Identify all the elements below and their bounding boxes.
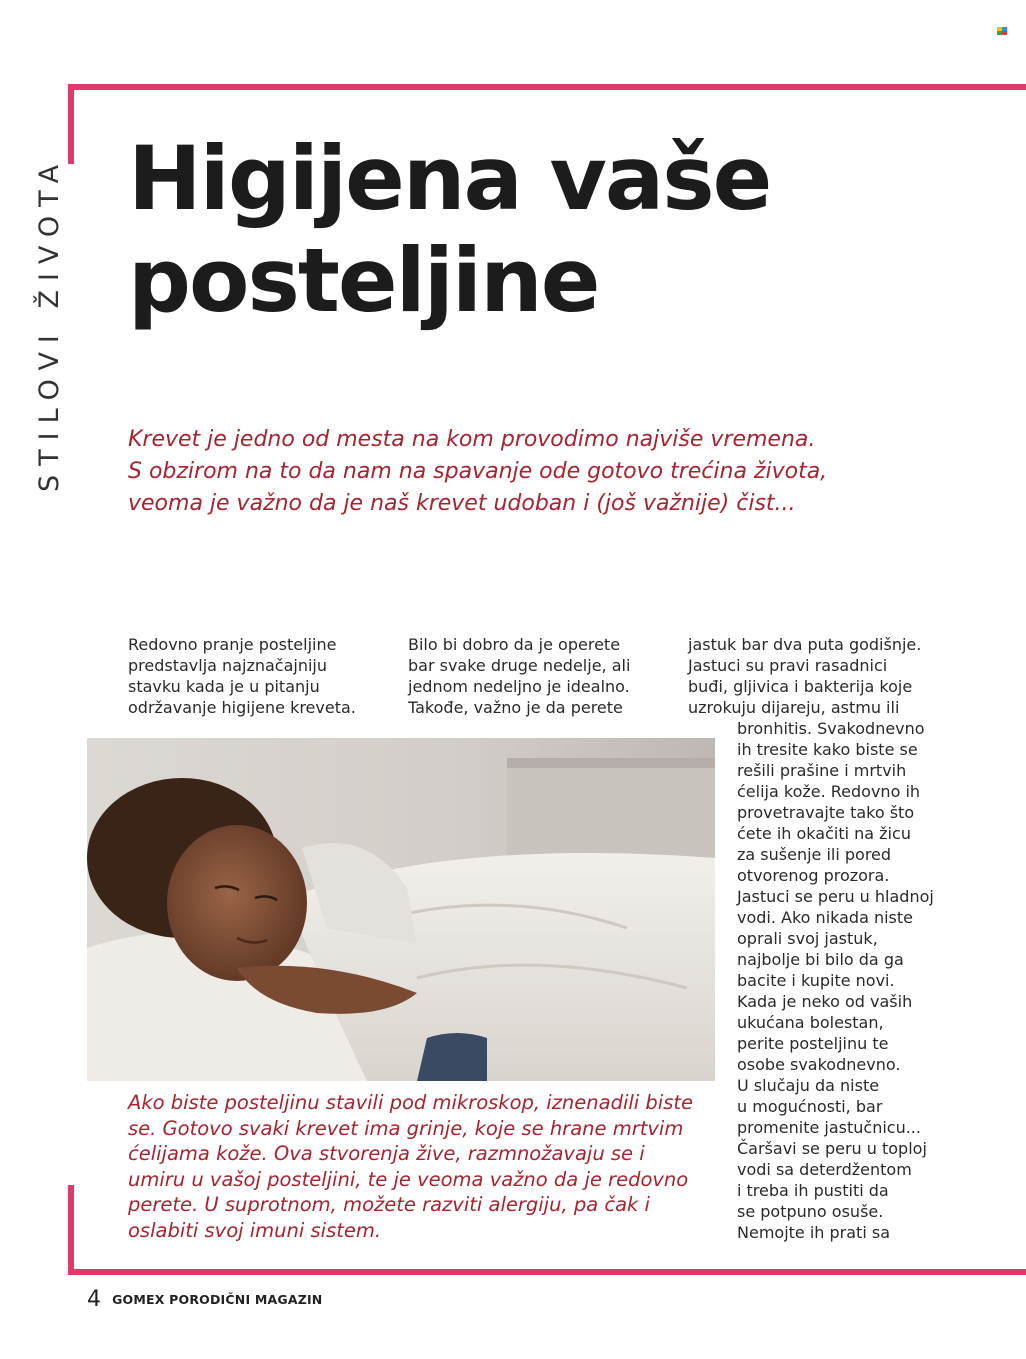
text-line: rešili prašine i mrtvih <box>737 761 907 780</box>
text-line: Jastuci su pravi rasadnici <box>688 656 888 675</box>
section-label: STILOVI ŽIVOTA <box>34 155 65 492</box>
lead-line: Krevet je jedno od mesta na kom provodimo najviše vremena. <box>128 427 816 452</box>
text-line: U slučaju da niste <box>737 1076 880 1095</box>
text-line: za sušenje ili pored <box>737 845 892 864</box>
text-line: vodi sa deterdžentom <box>737 1160 912 1179</box>
lead-line: veoma je važno da je naš krevet udoban i (još važnije) čist... <box>128 491 796 516</box>
text-line: perite posteljinu te <box>737 1034 889 1053</box>
text-line: oprali svoj jastuk, <box>737 929 878 948</box>
text-line: vodi. Ako nikada niste <box>737 908 914 927</box>
text-line: promenite jastučnicu... <box>737 1118 921 1137</box>
frame-bottom-border <box>68 1269 1026 1275</box>
magazine-name: GOMEX PORODIČNI MAGAZIN <box>112 1292 323 1307</box>
quote-line: umiru u vašoj posteljini, te je veoma važno da je redovno <box>128 1167 689 1191</box>
text-line: jastuk bar dva puta godišnje. <box>688 635 922 654</box>
text-line: bacite i kupite novi. <box>737 971 895 990</box>
quote-line: se. Gotovo svaki krevet ima grinje, koje se hrane mrtvim <box>128 1116 684 1140</box>
text-line: Jastuci se peru u hladnoj <box>737 887 934 906</box>
pull-quote <box>128 1090 728 1244</box>
quote-line: perete. U suprotnom, možete razviti alergiju, pa čak i <box>128 1193 650 1217</box>
frame-left-border-top <box>68 84 74 164</box>
text-line: ih tresite kako biste se <box>737 740 918 759</box>
text-line: održavanje higijene kreveta. <box>128 698 356 717</box>
page-number: 4 <box>87 1287 101 1312</box>
sleeping-woman-photo <box>87 738 715 1081</box>
corner-logo-icon <box>997 27 1007 35</box>
text-line: ćete ih okačiti na žicu <box>737 824 911 843</box>
title-line: Higijena vaše <box>128 127 771 230</box>
text-line: ćelija kože. Redovno ih <box>737 782 921 801</box>
text-line: jednom nedeljno je idealno. <box>408 677 630 696</box>
text-line: stavku kada je u pitanju <box>128 677 320 696</box>
lead-paragraph <box>128 424 988 520</box>
article-title <box>128 128 988 332</box>
page-footer <box>87 1287 322 1312</box>
text-line: u mogućnosti, bar <box>737 1097 883 1116</box>
text-line: Bilo bi dobro da je operete <box>408 635 621 654</box>
quote-line: ćelijama kože. Ova stvorenja žive, razmnožavaju se i <box>128 1142 645 1166</box>
body-column-2 <box>408 634 630 718</box>
text-line: i treba ih pustiti da <box>737 1181 889 1200</box>
text-line: Redovno pranje posteljine <box>128 635 337 654</box>
text-line: predstavlja najznačajniju <box>128 656 327 675</box>
text-line: ukućana bolestan, <box>737 1013 884 1032</box>
title-line: posteljine <box>128 229 599 332</box>
frame-top-border <box>68 84 1026 90</box>
text-line: bar svake druge nedelje, ali <box>408 656 631 675</box>
text-line: otvorenog prozora. <box>737 866 890 885</box>
quote-line: oslabiti svoj imuni sistem. <box>128 1218 382 1242</box>
text-line: Takođe, važno je da perete <box>408 698 623 717</box>
frame-left-border-bottom <box>68 1185 74 1275</box>
text-line: provetravajte tako što <box>737 803 915 822</box>
body-column-1 <box>128 634 356 718</box>
text-line: Kada je neko od vaših <box>737 992 913 1011</box>
text-line: Nemojte ih prati sa <box>737 1223 890 1242</box>
text-line: bronhitis. Svakodnevno <box>737 719 925 738</box>
lead-line: S obzirom na to da nam na spavanje ode gotovo trećina života, <box>128 459 828 484</box>
text-line: se potpuno osuše. <box>737 1202 884 1221</box>
text-line: buđi, gljivica i bakterija koje <box>688 677 913 696</box>
text-line: Čaršavi se peru u toploj <box>737 1139 927 1158</box>
quote-line: Ako biste posteljinu stavili pod mikroskop, iznenadili biste <box>128 1091 694 1114</box>
text-line: najbolje bi bilo da ga <box>737 950 904 969</box>
text-line: uzrokuju dijareju, astmu ili <box>688 698 900 717</box>
text-line: osobe svakodnevno. <box>737 1055 901 1074</box>
